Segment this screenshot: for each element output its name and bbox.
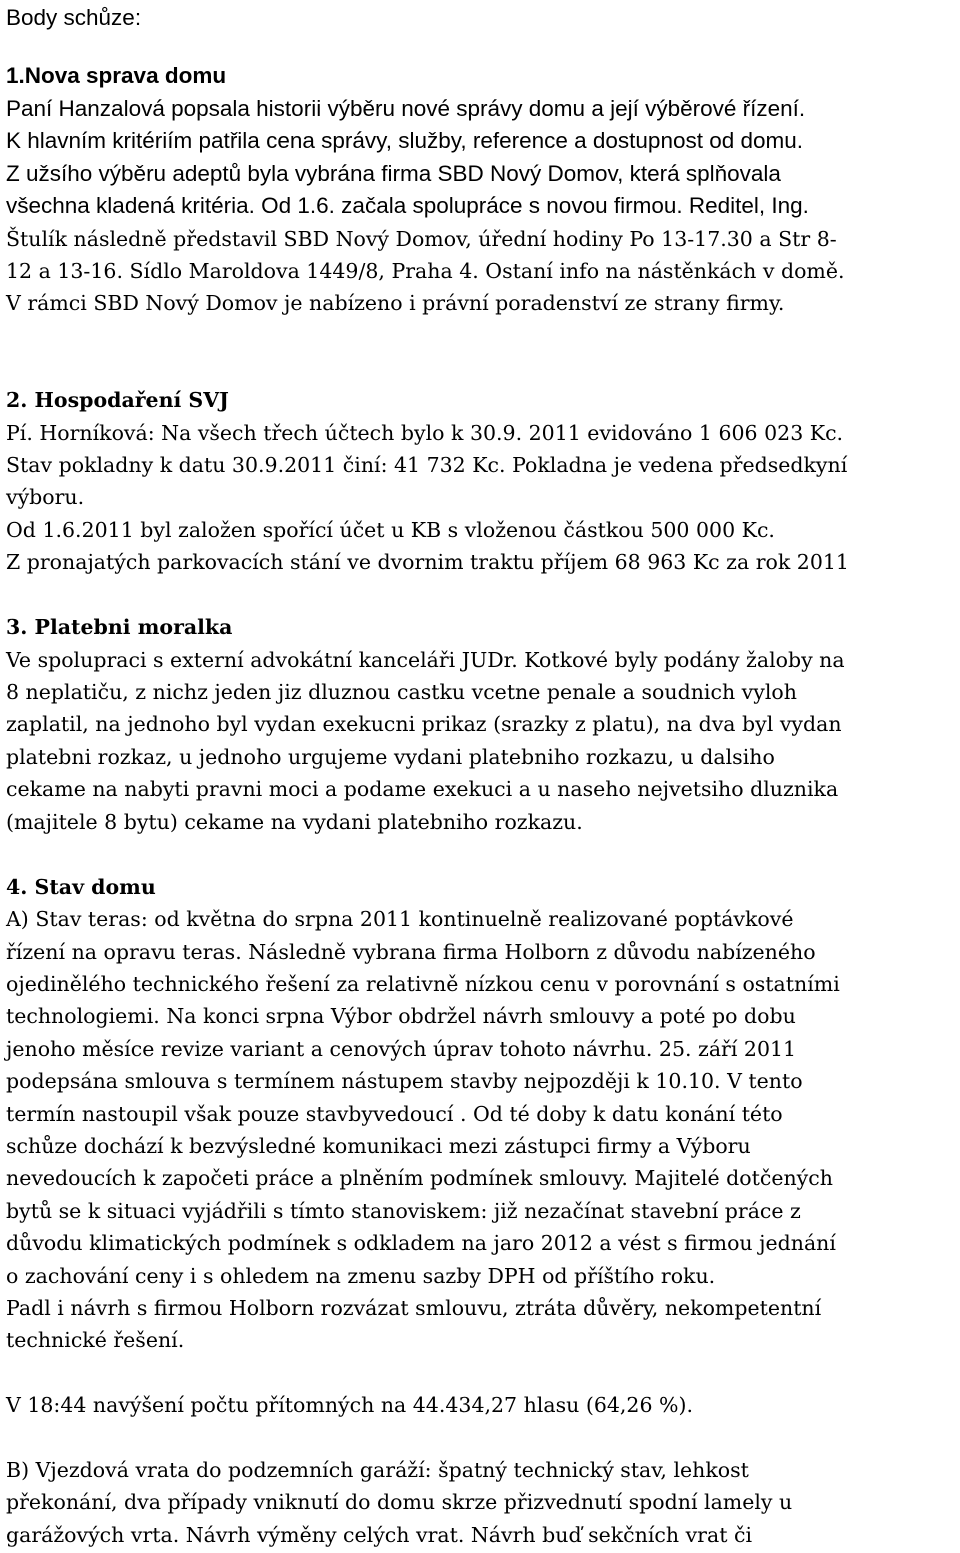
attendance-note: V 18:44 navýšení počtu přítomných na 44.434,27 hlasu (64,26 %). xyxy=(6,1393,694,1417)
paragraph-line: bytů se k situaci vyjádřili s tímto stanoviskem: již nezačínat stavební práce z xyxy=(6,1199,801,1223)
section-title: 1.Nova sprava domu xyxy=(6,63,227,88)
paragraph-line: jenoho měsíce revize variant a cenových úprav tohoto návrhu. 25. září 2011 xyxy=(6,1037,797,1061)
paragraph-line: ojedinělého technického řešení za relativně nízkou cenu v porovnání s ostatními xyxy=(6,972,840,996)
paragraph-line: technologiemi. Na konci srpna Výbor obdržel návrh smlouvy a poté po dobu xyxy=(6,1004,796,1028)
paragraph-line: cekame na nabyti pravni moci a podame exekuci a u naseho nejvetsiho dluznika xyxy=(6,777,839,801)
paragraph-line: Od 1.6.2011 byl založen spořící účet u KB s vloženou částkou 500 000 Kc. xyxy=(6,518,775,542)
paragraph-line: Z užsího výběru adeptů byla vybrána firma SBD Nový Domov, která splňovala xyxy=(6,161,781,186)
page-heading: Body schůze: xyxy=(6,5,142,30)
paragraph-line: schůze dochází k bezvýsledné komunikaci mezi zástupci firmy a Výboru xyxy=(6,1134,751,1158)
paragraph-line: Ve spolupraci s externí advokátní kanceláři JUDr. Kotkové byly podány žaloby na xyxy=(6,648,845,672)
paragraph-line: Z pronajatých parkovacích stání ve dvornim traktu příjem 68 963 Kc za rok 2011 xyxy=(6,550,849,574)
paragraph-line: garážových vrta. Návrh výměny celých vrat. Návrh buď sekčních vrat či xyxy=(6,1523,752,1547)
paragraph-line: důvodu klimatických podmínek s odkladem na jaro 2012 a vést s firmou jednání xyxy=(6,1231,836,1255)
paragraph-line: Štulík následně představil SBD Nový Domov, úřední hodiny Po 13-17.30 a Str 8- xyxy=(6,227,837,251)
paragraph-line: všechna kladená kritéria. Od 1.6. začala spolupráce s novou firmou. Reditel, Ing. xyxy=(6,193,809,218)
paragraph-line: 8 neplatiču, z nichz jeden jiz dluznou castku vcetne penale a soudnich vyloh xyxy=(6,680,797,704)
paragraph-line: řízení na opravu teras. Následně vybrana firma Holborn z důvodu nabízeného xyxy=(6,940,816,964)
paragraph-line: podepsána smlouva s termínem nástupem stavby nejpozději k 10.10. V tento xyxy=(6,1069,803,1093)
paragraph-line: technické řešení. xyxy=(6,1328,185,1352)
paragraph-line: (majitele 8 bytu) cekame na vydani platebniho rozkazu. xyxy=(6,810,583,834)
section-title: 3. Platebni moralka xyxy=(6,615,233,639)
paragraph-line: nevedoucích k započeti práce a plněním podmínek smlouvy. Majitelé dotčených xyxy=(6,1166,833,1190)
paragraph-line: Stav pokladny k datu 30.9.2011 činí: 41 732 Kc. Pokladna je vedena předsedkyní xyxy=(6,453,848,477)
paragraph-line: Padl i návrh s firmou Holborn rozvázat smlouvu, ztráta důvěry, nekompetentní xyxy=(6,1296,822,1320)
paragraph-line: platebni rozkaz, u jednoho urgujeme vydani platebniho rozkazu, u dalsiho xyxy=(6,745,775,769)
paragraph-line: 12 a 13-16. Sídlo Maroldova 1449/8, Praha 4. Ostaní info na nástěnkách v domě. xyxy=(6,259,845,283)
paragraph-line: Pí. Horníková: Na všech třech účtech bylo k 30.9. 2011 evidováno 1 606 023 Kc. xyxy=(6,421,844,445)
paragraph-line: K hlavním kritériím patřila cena správy, služby, reference a dostupnost od domu. xyxy=(6,128,804,153)
paragraph-line: překonání, dva případy vniknutí do domu skrze přizvednutí spodní lamely u xyxy=(6,1490,793,1514)
paragraph-line: termín nastoupil však pouze stavbyvedoucí . Od té doby k datu konání této xyxy=(6,1102,783,1126)
paragraph-line: výboru. xyxy=(6,485,85,509)
paragraph-line: Paní Hanzalová popsala historii výběru nové správy domu a její výběrové řízení. xyxy=(6,96,806,121)
paragraph-line: B) Vjezdová vrata do podzemních garáží: špatný technický stav, lehkost xyxy=(6,1458,749,1482)
paragraph-line: zaplatil, na jednoho byl vydan exekucni prikaz (srazky z platu), na dva byl vydan xyxy=(6,712,842,736)
paragraph-line: o zachování ceny i s ohledem na zmenu sazby DPH od příštího roku. xyxy=(6,1264,716,1288)
section-title: 2. Hospodaření SVJ xyxy=(6,388,229,412)
paragraph-line: A) Stav teras: od května do srpna 2011 kontinuelně realizované poptávkové xyxy=(6,907,794,931)
section-title: 4. Stav domu xyxy=(6,875,156,899)
paragraph-line: V rámci SBD Nový Domov je nabízeno i právní poradenství ze strany firmy. xyxy=(6,291,785,315)
